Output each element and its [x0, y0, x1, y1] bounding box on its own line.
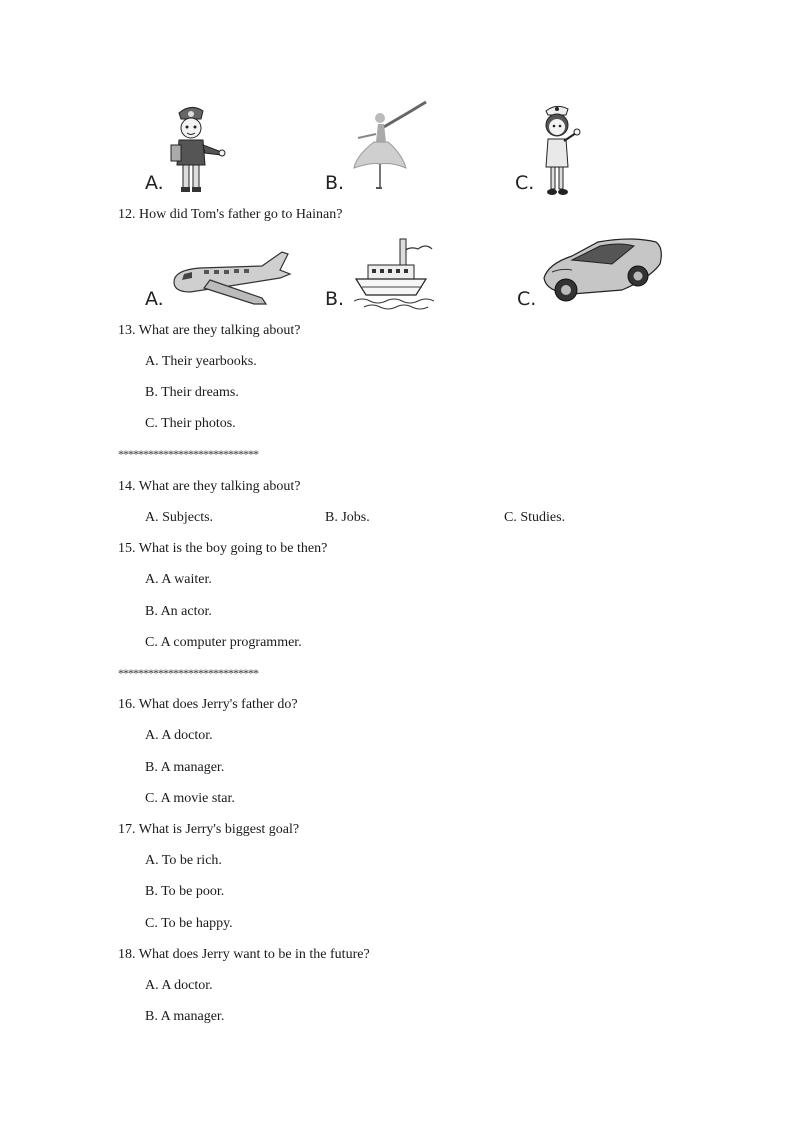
option-c: C. Their photos. — [145, 416, 236, 431]
section-separator: **************************** — [118, 447, 258, 461]
ship-icon — [354, 235, 434, 313]
sports-car-icon — [542, 234, 664, 308]
option-b: B. Their dreams. — [145, 385, 239, 400]
option-label: C. — [517, 288, 537, 310]
option-label: B. — [325, 172, 345, 194]
nurse-icon — [536, 103, 584, 197]
option-b: B. A manager. — [145, 1009, 225, 1024]
question-15: 15. What is the boy going to be then? — [118, 541, 328, 556]
ballet-dancer-icon — [352, 98, 432, 194]
option-c: C. Studies. — [504, 510, 566, 525]
option-c: C. A movie star. — [145, 791, 235, 806]
airplane-icon — [170, 250, 294, 308]
option-b: B. Jobs. — [325, 510, 370, 525]
section-separator: **************************** — [118, 666, 258, 680]
option-label: A. — [145, 172, 164, 194]
option-a: A. A doctor. — [145, 978, 213, 993]
option-c: C. To be happy. — [145, 916, 233, 931]
option-label: A. — [145, 288, 164, 310]
option-a: A. Their yearbooks. — [145, 354, 257, 369]
option-b: B. An actor. — [145, 604, 212, 619]
option-a: A. To be rich. — [145, 853, 222, 868]
option-label: B. — [325, 288, 345, 310]
option-b: B. To be poor. — [145, 884, 225, 899]
question-18: 18. What does Jerry want to be in the future? — [118, 947, 370, 962]
option-a: A. A waiter. — [145, 572, 212, 587]
option-b: B. A manager. — [145, 760, 225, 775]
option-a: A. A doctor. — [145, 728, 213, 743]
question-14: 14. What are they talking about? — [118, 479, 301, 494]
option-c: C. A computer programmer. — [145, 635, 302, 650]
question-12: 12. How did Tom's father go to Hainan? — [118, 207, 343, 222]
option-label: C. — [515, 172, 535, 194]
option-a: A. Subjects. — [145, 510, 214, 525]
police-officer-icon — [165, 103, 227, 195]
question-16: 16. What does Jerry's father do? — [118, 697, 298, 712]
question-13: 13. What are they talking about? — [118, 323, 301, 338]
question-17: 17. What is Jerry's biggest goal? — [118, 822, 300, 837]
